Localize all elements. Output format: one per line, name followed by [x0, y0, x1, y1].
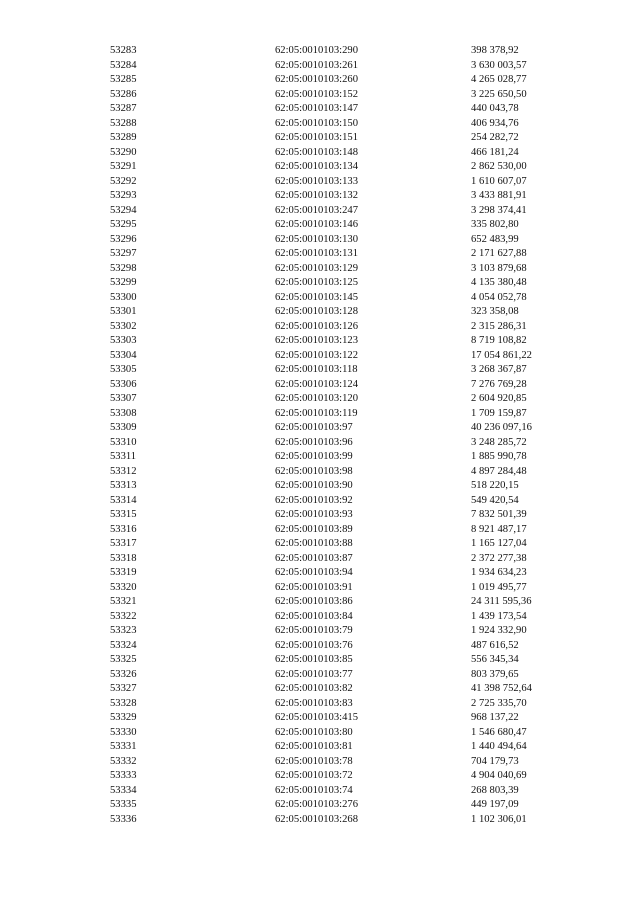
- cadastral-value-cell: 41 398 752,64: [471, 683, 532, 694]
- row-number-cell: 53300: [110, 291, 137, 303]
- row-number-cell: 53287: [110, 103, 137, 114]
- cadastral-number-cell: 62:05:0010103:145: [275, 291, 358, 303]
- row-number-cell: 53309: [110, 422, 137, 433]
- row-number-cell: 53286: [110, 88, 137, 100]
- row-number-cell: 53293: [110, 190, 137, 201]
- cadastral-number-cell: 62:05:0010103:128: [275, 306, 358, 317]
- cadastral-number-cell: 62:05:0010103:151: [275, 132, 358, 143]
- cadastral-value-cell: 518 220,15: [471, 480, 519, 491]
- cadastral-value-cell: 335 802,80: [471, 219, 519, 230]
- cadastral-number-cell: 62:05:0010103:91: [275, 581, 353, 593]
- cadastral-number-cell: 62:05:0010103:79: [275, 625, 353, 636]
- cadastral-value-cell: 406 934,76: [471, 117, 519, 129]
- table-row: [110, 59, 591, 74]
- cadastral-value-cell: 487 616,52: [471, 639, 519, 651]
- table-row: [110, 334, 591, 349]
- row-number-cell: 53321: [110, 596, 137, 607]
- cadastral-number-cell: 62:05:0010103:81: [275, 741, 353, 752]
- table-row: [110, 131, 591, 146]
- row-number-cell: 53283: [110, 45, 137, 56]
- row-number-cell: 53313: [110, 480, 137, 491]
- cadastral-value-cell: 4 265 028,77: [471, 74, 527, 85]
- row-number-cell: 53319: [110, 567, 137, 578]
- table-row: [110, 305, 591, 320]
- row-number-cell: 53325: [110, 654, 137, 665]
- cadastral-number-cell: 62:05:0010103:89: [275, 523, 353, 535]
- cadastral-number-cell: 62:05:0010103:123: [275, 335, 358, 346]
- table-row: [110, 175, 591, 190]
- table-row: [110, 363, 591, 378]
- table-row: [110, 740, 591, 755]
- cadastral-number-cell: 62:05:0010103:86: [275, 596, 353, 607]
- cadastral-value-cell: 8 719 108,82: [471, 335, 527, 346]
- cadastral-number-cell: 62:05:0010103:120: [275, 393, 358, 404]
- row-number-cell: 53308: [110, 407, 137, 419]
- cadastral-number-cell: 62:05:0010103:92: [275, 494, 353, 506]
- row-number-cell: 53289: [110, 132, 137, 143]
- table-row: [110, 610, 591, 625]
- table-row: [110, 813, 591, 828]
- row-number-cell: 53332: [110, 755, 137, 767]
- row-number-cell: 53297: [110, 248, 137, 259]
- row-number-cell: 53322: [110, 610, 137, 622]
- cadastral-number-cell: 62:05:0010103:125: [275, 277, 358, 288]
- cadastral-value-cell: 24 311 595,36: [471, 596, 532, 607]
- row-number-cell: 53292: [110, 175, 137, 187]
- cadastral-value-cell: 268 803,39: [471, 784, 519, 796]
- row-number-cell: 53301: [110, 306, 137, 317]
- row-number-cell: 53336: [110, 813, 137, 825]
- cadastral-value-cell: 652 483,99: [471, 233, 519, 245]
- table-row: [110, 624, 591, 639]
- cadastral-value-cell: 1 165 127,04: [471, 538, 527, 549]
- cadastral-value-cell: 3 630 003,57: [471, 59, 527, 71]
- cadastral-value-cell: 1 934 634,23: [471, 567, 527, 578]
- table-row: [110, 233, 591, 248]
- cadastral-value-cell: 40 236 097,16: [471, 422, 532, 433]
- table-row: [110, 581, 591, 596]
- cadastral-number-cell: 62:05:0010103:146: [275, 219, 358, 230]
- table-row: [110, 392, 591, 407]
- cadastral-value-cell: 466 181,24: [471, 146, 519, 158]
- cadastral-value-cell: 1 610 607,07: [471, 175, 527, 187]
- cadastral-number-cell: 62:05:0010103:152: [275, 88, 358, 100]
- cadastral-value-cell: 3 103 879,68: [471, 262, 527, 274]
- table-row: [110, 784, 591, 799]
- cadastral-value-cell: 7 276 769,28: [471, 378, 527, 390]
- cadastral-number-cell: 62:05:0010103:74: [275, 784, 353, 796]
- cadastral-value-cell: 7 832 501,39: [471, 509, 527, 520]
- cadastral-value-cell: 2 372 277,38: [471, 552, 527, 564]
- cadastral-number-cell: 62:05:0010103:134: [275, 161, 358, 172]
- row-number-cell: 53316: [110, 523, 137, 535]
- table-row: [110, 711, 591, 726]
- cadastral-value-cell: 2 315 286,31: [471, 320, 527, 332]
- table-row: [110, 44, 591, 59]
- cadastral-number-cell: 62:05:0010103:87: [275, 552, 353, 564]
- cadastral-number-cell: 62:05:0010103:118: [275, 364, 358, 375]
- row-number-cell: 53331: [110, 741, 137, 752]
- cadastral-value-cell: 4 054 052,78: [471, 291, 527, 303]
- table-row: [110, 537, 591, 552]
- table-row: [110, 88, 591, 103]
- table-row: [110, 566, 591, 581]
- cadastral-number-cell: 62:05:0010103:268: [275, 813, 358, 825]
- cadastral-number-cell: 62:05:0010103:415: [275, 712, 358, 723]
- cadastral-number-cell: 62:05:0010103:97: [275, 422, 353, 433]
- row-number-cell: 53311: [110, 451, 137, 462]
- table-row: [110, 494, 591, 509]
- table-row: [110, 682, 591, 697]
- cadastral-number-cell: 62:05:0010103:77: [275, 668, 353, 680]
- row-number-cell: 53284: [110, 59, 137, 71]
- row-number-cell: 53288: [110, 117, 137, 129]
- row-number-cell: 53305: [110, 364, 137, 375]
- table-row: [110, 102, 591, 117]
- cadastral-value-cell: 2 725 335,70: [471, 697, 527, 709]
- cadastral-number-cell: 62:05:0010103:130: [275, 233, 358, 245]
- table-row: [110, 218, 591, 233]
- cadastral-value-cell: 4 135 380,48: [471, 277, 527, 288]
- row-number-cell: 53326: [110, 668, 137, 680]
- cadastral-value-cell: 3 225 650,50: [471, 88, 527, 100]
- cadastral-number-cell: 62:05:0010103:96: [275, 436, 353, 448]
- cadastral-number-cell: 62:05:0010103:98: [275, 465, 353, 477]
- cadastral-number-cell: 62:05:0010103:129: [275, 262, 358, 274]
- row-number-cell: 53317: [110, 538, 137, 549]
- row-number-cell: 53314: [110, 494, 137, 506]
- row-number-cell: 53296: [110, 233, 137, 245]
- cadastral-number-cell: 62:05:0010103:126: [275, 320, 358, 332]
- row-number-cell: 53329: [110, 712, 137, 723]
- cadastral-value-cell: 8 921 487,17: [471, 523, 527, 535]
- row-number-cell: 53285: [110, 74, 137, 85]
- row-number-cell: 53291: [110, 161, 137, 172]
- cadastral-number-cell: 62:05:0010103:247: [275, 204, 358, 216]
- cadastral-value-cell: 3 298 374,41: [471, 204, 527, 216]
- cadastral-value-cell: 1 440 494,64: [471, 741, 527, 752]
- cadastral-number-cell: 62:05:0010103:94: [275, 567, 353, 578]
- cadastral-value-cell: 3 433 881,91: [471, 190, 527, 201]
- cadastral-number-cell: 62:05:0010103:124: [275, 378, 358, 390]
- cadastral-number-cell: 62:05:0010103:72: [275, 770, 353, 781]
- cadastral-value-cell: 549 420,54: [471, 494, 519, 506]
- cadastral-number-cell: 62:05:0010103:83: [275, 697, 353, 709]
- row-number-cell: 53333: [110, 770, 137, 781]
- table-row: [110, 291, 591, 306]
- row-number-cell: 53318: [110, 552, 137, 564]
- row-number-cell: 53328: [110, 697, 137, 709]
- table-row: [110, 755, 591, 770]
- table-row: [110, 465, 591, 480]
- cadastral-value-cell: 398 378,92: [471, 45, 519, 56]
- cadastral-value-table: [110, 44, 591, 827]
- table-row: [110, 479, 591, 494]
- row-number-cell: 53324: [110, 639, 137, 651]
- row-number-cell: 53310: [110, 436, 137, 448]
- cadastral-number-cell: 62:05:0010103:78: [275, 755, 353, 767]
- cadastral-number-cell: 62:05:0010103:131: [275, 248, 358, 259]
- cadastral-number-cell: 62:05:0010103:150: [275, 117, 358, 129]
- cadastral-value-cell: 2 604 920,85: [471, 393, 527, 404]
- row-number-cell: 53335: [110, 799, 137, 810]
- table-row: [110, 378, 591, 393]
- table-row: [110, 798, 591, 813]
- cadastral-number-cell: 62:05:0010103:132: [275, 190, 358, 201]
- cadastral-value-cell: 254 282,72: [471, 132, 519, 143]
- table-row: [110, 320, 591, 335]
- cadastral-number-cell: 62:05:0010103:290: [275, 45, 358, 56]
- cadastral-value-cell: 323 358,08: [471, 306, 519, 317]
- table-row: [110, 146, 591, 161]
- table-row: [110, 450, 591, 465]
- row-number-cell: 53334: [110, 784, 137, 796]
- table-row: [110, 436, 591, 451]
- cadastral-value-cell: 704 179,73: [471, 755, 519, 767]
- row-number-cell: 53303: [110, 335, 137, 346]
- table-row: [110, 421, 591, 436]
- row-number-cell: 53307: [110, 393, 137, 404]
- cadastral-value-cell: 449 197,09: [471, 799, 519, 810]
- table-row: [110, 160, 591, 175]
- cadastral-number-cell: 62:05:0010103:148: [275, 146, 358, 158]
- cadastral-value-cell: 4 904 040,69: [471, 770, 527, 781]
- cadastral-value-cell: 2 171 627,88: [471, 248, 527, 259]
- cadastral-number-cell: 62:05:0010103:99: [275, 451, 353, 462]
- table-row: [110, 726, 591, 741]
- row-number-cell: 53294: [110, 204, 137, 216]
- cadastral-number-cell: 62:05:0010103:260: [275, 74, 358, 85]
- cadastral-value-cell: 1 439 173,54: [471, 610, 527, 622]
- table-row: [110, 769, 591, 784]
- row-number-cell: 53312: [110, 465, 137, 477]
- row-number-cell: 53299: [110, 277, 137, 288]
- table-row: [110, 407, 591, 422]
- cadastral-number-cell: 62:05:0010103:90: [275, 480, 353, 491]
- table-row: [110, 523, 591, 538]
- table-row: [110, 276, 591, 291]
- table-row: [110, 668, 591, 683]
- table-row: [110, 262, 591, 277]
- row-number-cell: 53306: [110, 378, 137, 390]
- row-number-cell: 53330: [110, 726, 137, 738]
- row-number-cell: 53323: [110, 625, 137, 636]
- table-row: [110, 73, 591, 88]
- table-row: [110, 697, 591, 712]
- cadastral-number-cell: 62:05:0010103:147: [275, 103, 358, 114]
- row-number-cell: 53327: [110, 683, 137, 694]
- cadastral-number-cell: 62:05:0010103:88: [275, 538, 353, 549]
- table-row: [110, 595, 591, 610]
- table-row: [110, 508, 591, 523]
- cadastral-number-cell: 62:05:0010103:133: [275, 175, 358, 187]
- cadastral-value-cell: 2 862 530,00: [471, 161, 527, 172]
- cadastral-value-cell: 1 102 306,01: [471, 813, 527, 825]
- table-body: [110, 44, 591, 827]
- table-row: [110, 653, 591, 668]
- cadastral-number-cell: 62:05:0010103:85: [275, 654, 353, 665]
- table-row: [110, 189, 591, 204]
- cadastral-value-cell: 440 043,78: [471, 103, 519, 114]
- cadastral-value-cell: 803 379,65: [471, 668, 519, 680]
- cadastral-value-cell: 3 268 367,87: [471, 364, 527, 375]
- cadastral-number-cell: 62:05:0010103:76: [275, 639, 353, 651]
- cadastral-number-cell: 62:05:0010103:122: [275, 349, 358, 361]
- cadastral-value-cell: 1 019 495,77: [471, 581, 527, 593]
- cadastral-number-cell: 62:05:0010103:276: [275, 799, 358, 810]
- cadastral-number-cell: 62:05:0010103:80: [275, 726, 353, 738]
- cadastral-number-cell: 62:05:0010103:82: [275, 683, 353, 694]
- cadastral-value-cell: 556 345,34: [471, 654, 519, 665]
- cadastral-number-cell: 62:05:0010103:84: [275, 610, 353, 622]
- cadastral-value-cell: 17 054 861,22: [471, 349, 532, 361]
- table-row: [110, 639, 591, 654]
- row-number-cell: 53298: [110, 262, 137, 274]
- table-row: [110, 552, 591, 567]
- cadastral-value-cell: 1 546 680,47: [471, 726, 527, 738]
- table-row: [110, 349, 591, 364]
- cadastral-value-cell: 968 137,22: [471, 712, 519, 723]
- cadastral-value-cell: 1 709 159,87: [471, 407, 527, 419]
- table-row: [110, 204, 591, 219]
- row-number-cell: 53290: [110, 146, 137, 158]
- table-row: [110, 117, 591, 132]
- cadastral-value-cell: 4 897 284,48: [471, 465, 527, 477]
- table-row: [110, 247, 591, 262]
- cadastral-number-cell: 62:05:0010103:261: [275, 59, 358, 71]
- cadastral-value-cell: 1 885 990,78: [471, 451, 527, 462]
- cadastral-number-cell: 62:05:0010103:119: [275, 407, 358, 419]
- row-number-cell: 53302: [110, 320, 137, 332]
- row-number-cell: 53304: [110, 349, 137, 361]
- row-number-cell: 53315: [110, 509, 137, 520]
- row-number-cell: 53320: [110, 581, 137, 593]
- row-number-cell: 53295: [110, 219, 137, 230]
- cadastral-value-cell: 3 248 285,72: [471, 436, 527, 448]
- cadastral-value-cell: 1 924 332,90: [471, 625, 527, 636]
- cadastral-number-cell: 62:05:0010103:93: [275, 509, 353, 520]
